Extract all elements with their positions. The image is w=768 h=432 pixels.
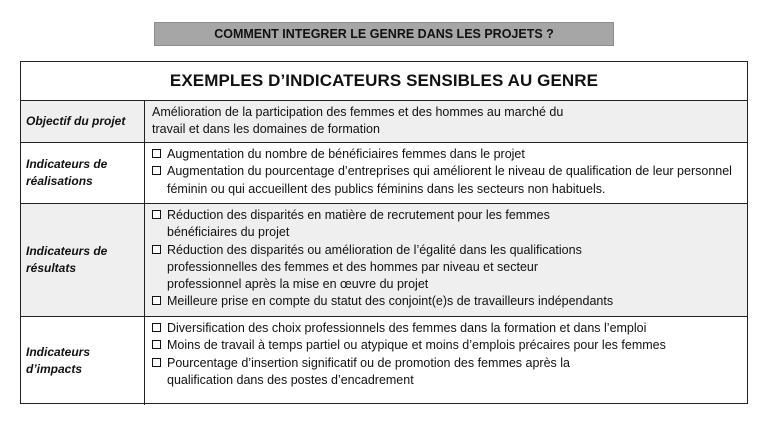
item-text: Meilleure prise en compte du statut des conjoint(e)s de travailleurs indépendants bbox=[167, 294, 614, 309]
row-label-text: réalisations bbox=[26, 174, 93, 188]
checkbox-icon bbox=[152, 149, 161, 158]
row-content bbox=[145, 317, 747, 405]
list-item bbox=[152, 355, 741, 390]
page-banner bbox=[154, 22, 614, 46]
item-text: Pourcentage d’insertion significatif ou de promotion des femmes après la qualification dans des postes d’encadrement bbox=[167, 355, 570, 387]
list-item bbox=[152, 163, 741, 198]
row-label-text: Indicateurs de bbox=[26, 244, 108, 258]
checkbox-icon bbox=[152, 166, 161, 175]
checkbox-icon bbox=[152, 358, 161, 367]
item-text: Réduction des disparités en matière de recrutement pour les femmes bénéficiaires du projet bbox=[167, 208, 550, 240]
list-item bbox=[152, 146, 741, 163]
row-label bbox=[21, 317, 145, 405]
row-label-text: Indicateurs bbox=[26, 345, 91, 359]
checkbox-icon bbox=[152, 296, 161, 305]
objective-line: travail et dans les domaines de formation bbox=[152, 122, 380, 137]
row-label bbox=[21, 143, 145, 203]
list-item bbox=[152, 337, 741, 354]
table-title bbox=[21, 62, 747, 101]
row-label-text: résultats bbox=[26, 261, 77, 275]
row-content bbox=[145, 204, 747, 316]
banner-title: COMMENT INTEGRER LE GENRE DANS LES PROJETS ? bbox=[214, 27, 554, 41]
table-row-objective bbox=[21, 101, 747, 143]
table-row-resultats bbox=[21, 204, 747, 317]
list-item bbox=[152, 207, 597, 242]
row-label-text: Objectif du projet bbox=[26, 114, 126, 128]
checkbox-icon bbox=[152, 210, 161, 219]
row-label bbox=[21, 204, 145, 316]
row-content bbox=[145, 143, 747, 203]
item-text: Diversification des choix professionnels des femmes dans la formation et dans l’emploi bbox=[167, 321, 647, 335]
row-label-text: Indicateurs de bbox=[26, 157, 108, 171]
checkbox-icon bbox=[152, 245, 161, 254]
objective-line: Amélioration de la participation des femmes et des hommes au marché du bbox=[152, 105, 564, 119]
table-title-text: EXEMPLES D’INDICATEURS SENSIBLES AU GENRE bbox=[169, 71, 599, 90]
item-text: Moins de travail à temps partiel ou atypique et moins d’emplois précaires pour les femmes bbox=[167, 338, 666, 353]
item-text: Augmentation du pourcentage d’entreprises qui améliorent le niveau de qualification de leur personnel féminin ou qui accueillent des publics féminins dans les secteurs non habituels. bbox=[167, 164, 732, 196]
list-item bbox=[152, 320, 741, 337]
list-item bbox=[152, 293, 747, 310]
row-label-text: d’impacts bbox=[26, 362, 83, 376]
list-item bbox=[152, 242, 597, 294]
item-text: Réduction des disparités ou amélioration de l’égalité dans les qualifications professionnelles des femmes et des hommes par niveau et secteur professionnel après la mise en œuvre du projet bbox=[167, 242, 582, 292]
checkbox-icon bbox=[152, 323, 161, 332]
table-row-impacts bbox=[21, 317, 747, 405]
indicators-table bbox=[20, 61, 748, 404]
row-label bbox=[21, 101, 145, 142]
row-content bbox=[145, 101, 747, 142]
checkbox-icon bbox=[152, 340, 161, 349]
table-row-realisations bbox=[21, 143, 747, 204]
item-text: Augmentation du nombre de bénéficiaires femmes dans le projet bbox=[167, 147, 525, 161]
